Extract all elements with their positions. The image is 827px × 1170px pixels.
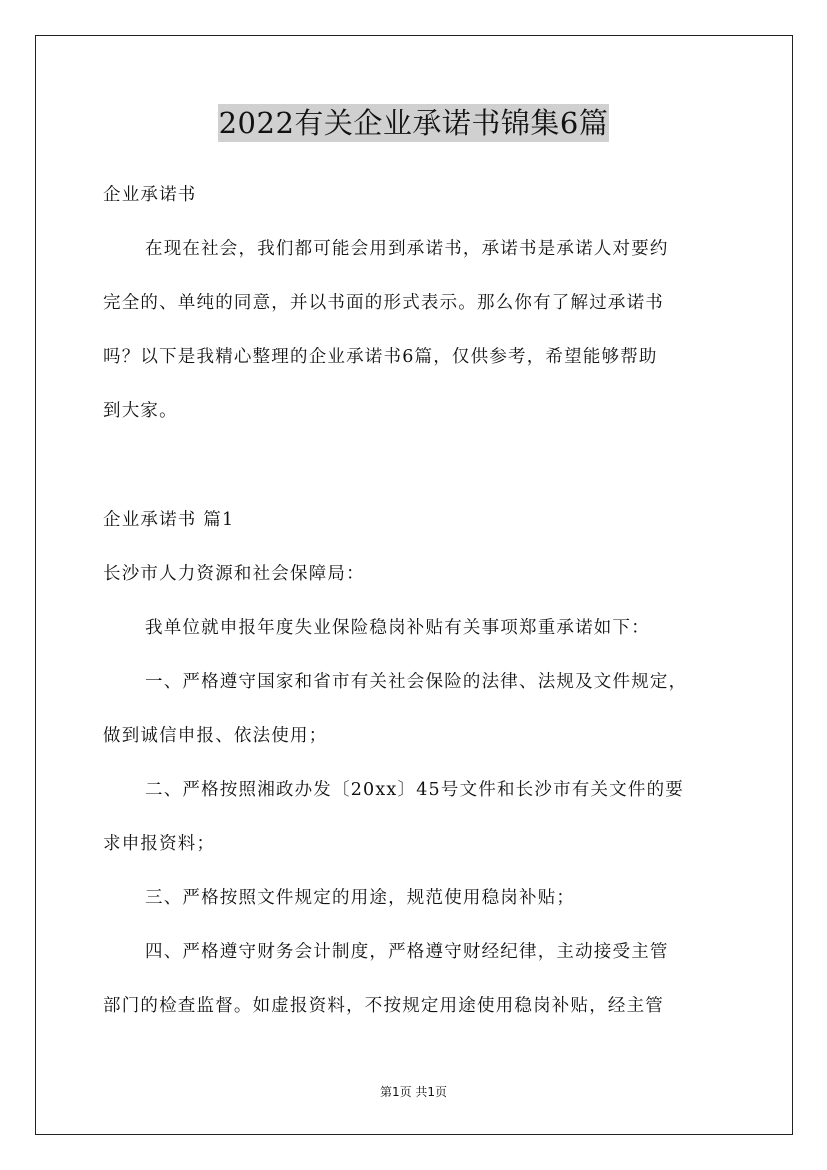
body-line: 四、严格遵守财务会计制度，严格遵守财经纪律，主动接受主管 [145,942,669,962]
salutation: 长沙市人力资源和社会保障局： [103,564,365,584]
body-line: 三、严格按照文件规定的用途，规范使用稳岗补贴； [145,888,576,908]
body-line: 二、严格按照湘政办发〔20xx〕45号文件和长沙市有关文件的要 [145,780,684,800]
section-heading: 企业承诺书 篇1 [103,510,235,530]
intro-paragraph-line: 在现在社会，我们都可能会用到承诺书，承诺书是承诺人对要约 [145,239,669,259]
intro-paragraph-line: 吗？以下是我精心整理的企业承诺书6篇，仅供参考，希望能够帮助 [103,347,658,367]
intro-heading: 企业承诺书 [103,185,197,205]
body-line: 做到诚信申报、依法使用； [103,726,328,746]
intro-paragraph-line: 到大家。 [103,401,178,421]
page-footer: 第1页 共1页 [379,1085,448,1099]
intro-paragraph-line: 完全的、单纯的同意，并以书面的形式表示。那么你有了解过承诺书 [103,293,664,313]
title-container [0,104,827,142]
body-line: 我单位就申报年度失业保险稳岗补贴有关事项郑重承诺如下： [145,618,650,638]
body-line: 求申报资料； [103,834,216,854]
body-line: 部门的检查监督。如虚报资料，不按规定用途使用稳岗补贴，经主管 [103,996,664,1016]
body-line: 一、严格遵守国家和省市有关社会保险的法律、法规及文件规定， [145,672,688,692]
document-title: 2022有关企业承诺书锦集6篇 [218,106,609,140]
